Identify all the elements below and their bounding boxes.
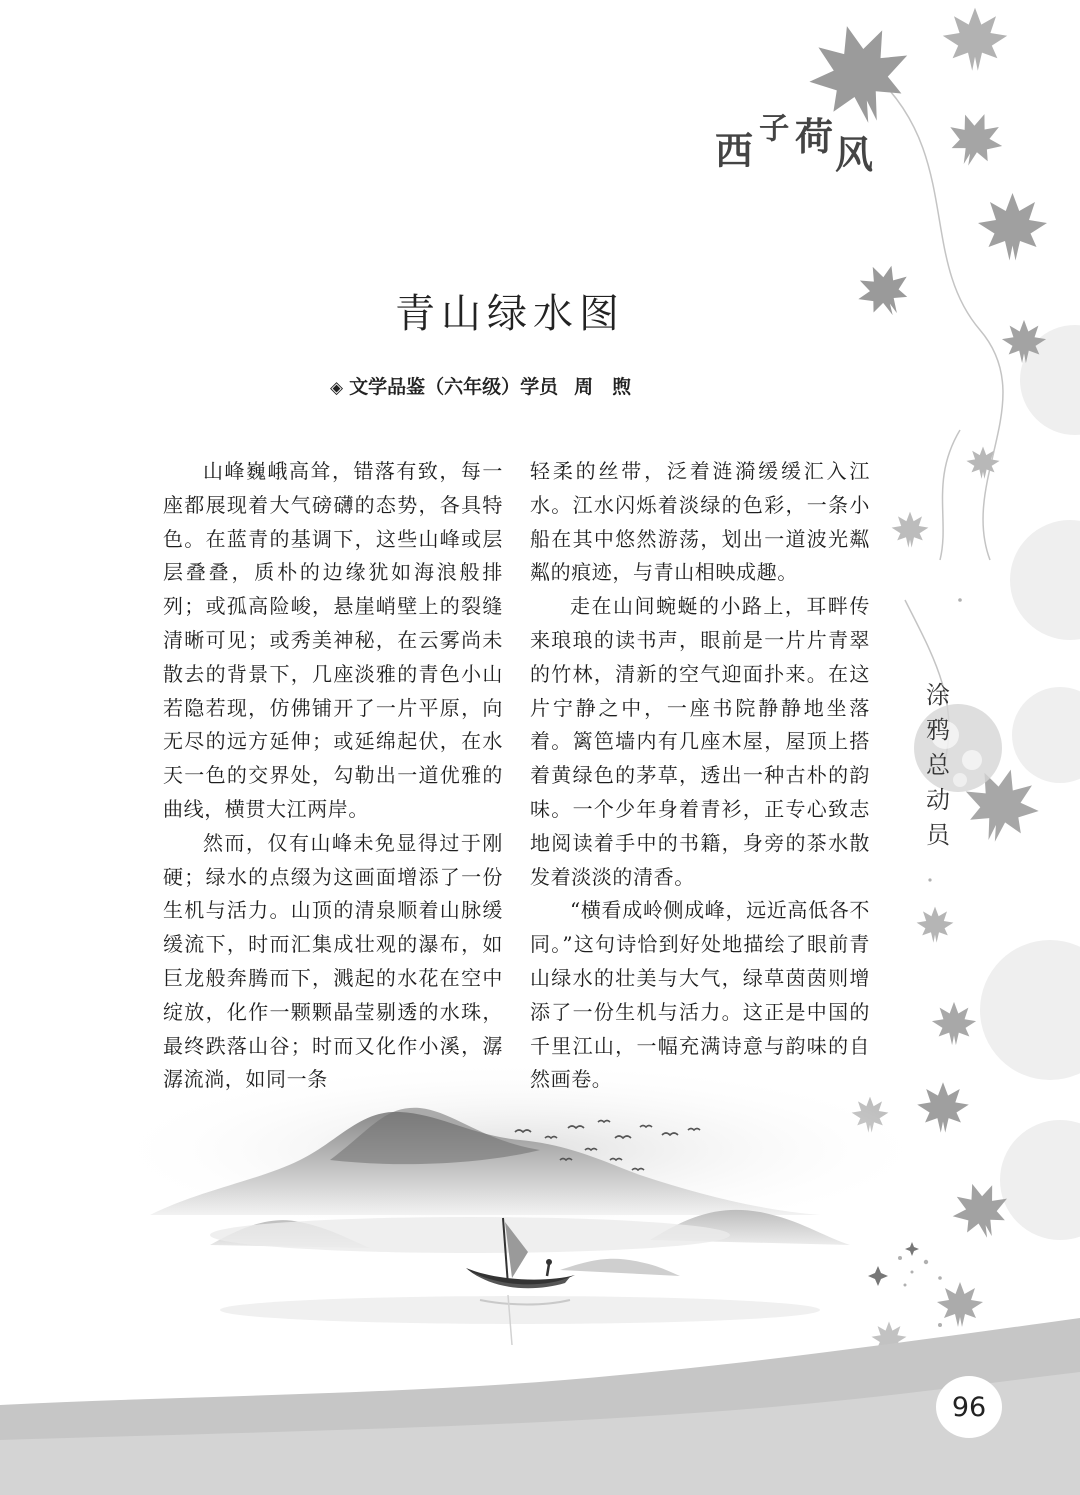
paragraph: 走在山间蜿蜒的小路上，耳畔传来琅琅的读书声，眼前是一片片青翠的竹林，清新的空气迎面扑来。在这片宁静之中，一座书院静静地坐落着。篱笆墙内有几座木屋，屋顶上搭着黄绿色的茅草，透出一种古朴的韵味。一个少年身着青衫，正专心致志地阅读着手中的书籍，身旁的茶水散发着淡淡的清香。 — [530, 594, 870, 889]
diamond-bullet-icon: ◈ — [330, 378, 344, 398]
sparkle-icon — [868, 1242, 919, 1286]
column-title — [715, 108, 905, 178]
article-title: 青山绿水图 — [395, 291, 625, 337]
side-label-char: 员 — [926, 821, 950, 849]
side-label-char: 动 — [926, 786, 950, 814]
page-number: 96 — [936, 1376, 1002, 1438]
byline — [330, 372, 631, 399]
side-label-char: 鸦 — [926, 716, 950, 744]
column-title-char: 子 — [759, 110, 792, 146]
column-title-char: 西 — [715, 129, 756, 173]
article-column-right — [530, 455, 870, 1097]
paragraph-continued: 轻柔的丝带，泛着涟漪缓缓汇入江水。江水闪烁着淡绿的色彩，一条小船在其中悠然游荡，划出一道波光粼粼的痕迹，与青山相映成趣。 — [530, 459, 870, 585]
byline-label: 文学品鉴（六年级）学员 — [349, 376, 559, 398]
paragraph: 山峰巍峨高耸，错落有致，每一座都展现着大气磅礴的态势，各具特色。在蓝青的基调下，这些山峰或层层叠叠，质朴的边缘犹如海浪般排列；或孤高险峻，悬崖峭壁上的裂缝清晰可见；或秀美神秘，在云雾尚未散去的背景下，几座淡雅的青色小山若隐若现，仿佛铺开了一片平原，向无尽的远方延伸；或延绵起伏，在水天一色的交界处，勾勒出一道优雅的曲线，横贯大江两岸。 — [163, 459, 503, 821]
article-column-left — [163, 455, 503, 1097]
side-label-char: 总 — [926, 751, 950, 779]
byline-author: 周 煦 — [574, 376, 632, 398]
vine-decoration — [880, 80, 1003, 760]
side-column-label — [908, 678, 968, 853]
column-title-char: 荷 — [795, 115, 836, 159]
column-title-char: 风 — [835, 133, 876, 177]
paragraph: 然而，仅有山峰未免显得过于刚硬；绿水的点缀为这画面增添了一份生机与活力。山顶的清泉顺着山脉缓缓流下，时而汇集成壮观的瀑布，如巨龙般奔腾而下，溅起的水花在空中绽放，化作一颗颗晶莹剔透的水珠，最终跌落山谷；时而又化作小溪，潺潺流淌，如同一条 — [163, 830, 503, 1092]
side-label-char: 涂 — [926, 681, 950, 709]
paragraph: “横看成岭侧成峰，远近高低各不同。”这句诗恰到好处地描绘了眼前青山绿水的壮美与大气，绿草茵茵则增添了一份生机与活力。这正是中国的千里江山，一幅充满诗意与韵味的自然画卷。 — [530, 898, 870, 1092]
